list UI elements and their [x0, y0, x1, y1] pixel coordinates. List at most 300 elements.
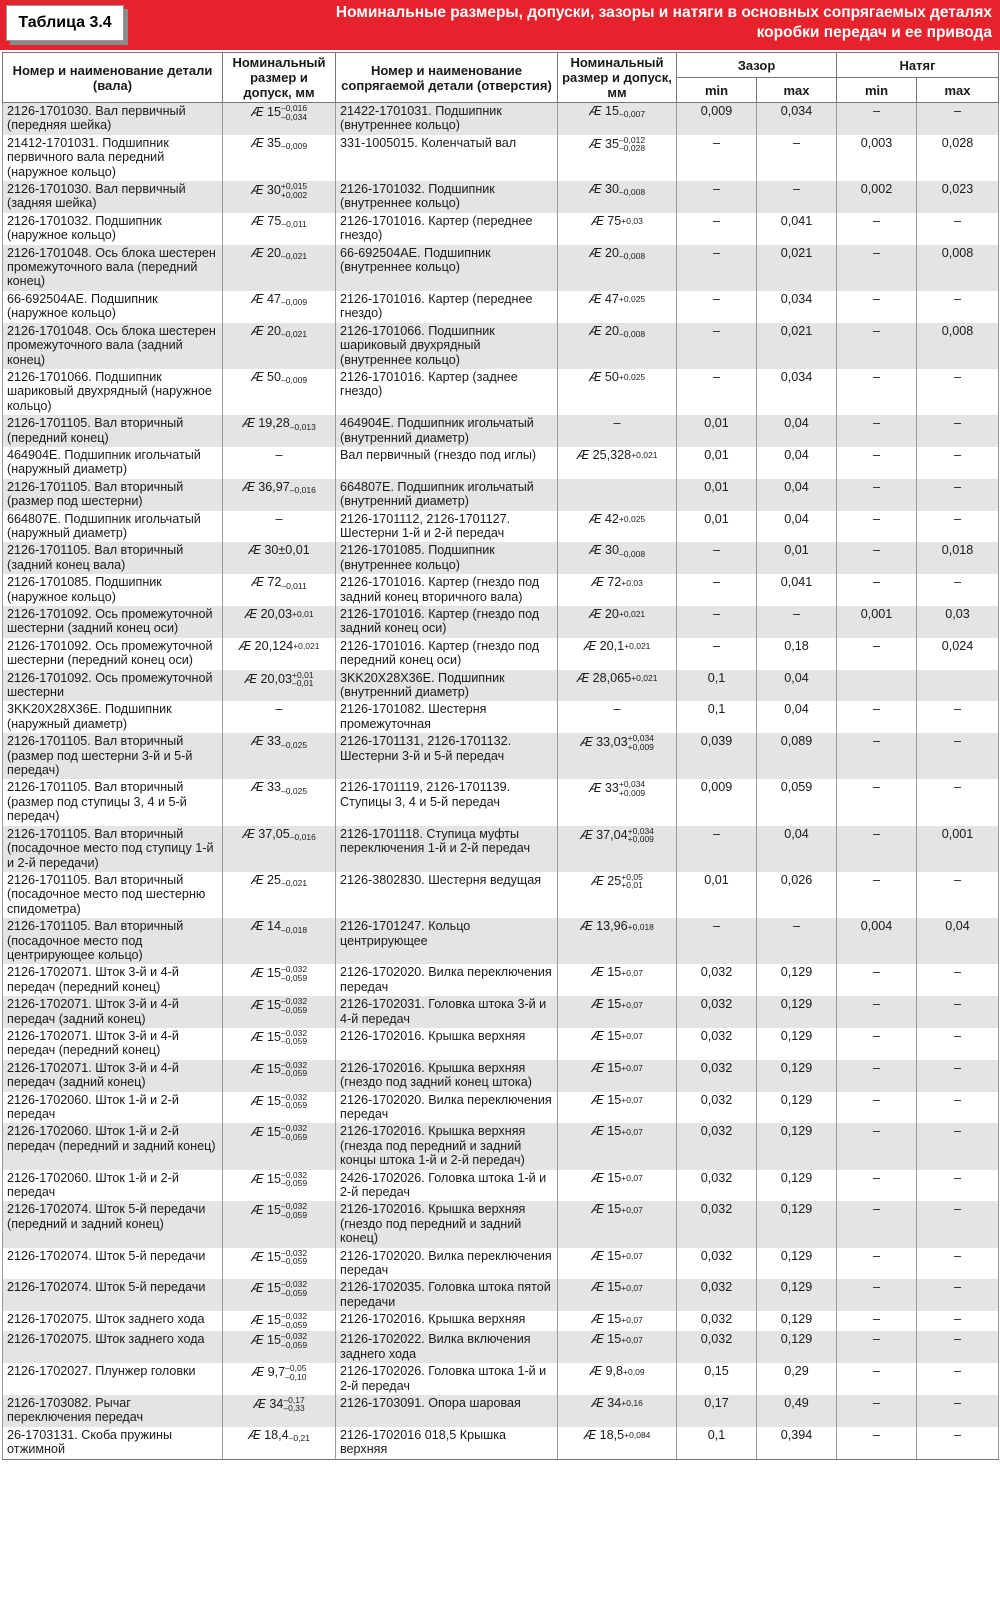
interference-min-cell: –	[837, 826, 917, 872]
clearance-max-cell: 0,129	[757, 996, 837, 1028]
shaft-part-cell: 2126-1701092. Ось промежуточной шестерни (задний конец оси)	[3, 606, 223, 638]
diameter-symbol: Æ	[250, 1203, 268, 1218]
diameter-symbol: Æ	[250, 1061, 268, 1076]
hole-size-cell	[558, 1123, 677, 1169]
hole-part-cell: 2126-1702020. Вилка переключения передач	[336, 1092, 558, 1124]
tolerance	[281, 920, 307, 935]
hole-size-cell	[558, 1331, 677, 1363]
diameter-symbol: Æ	[588, 104, 606, 118]
lower-deviation: –0,059	[281, 1004, 308, 1015]
shaft-part-cell: 2126-1701085. Подшипник (наружное кольцо)	[3, 574, 223, 606]
hole-part-cell: 2126-1702020. Вилка переключения передач	[336, 964, 558, 996]
hole-size-cell	[558, 872, 677, 918]
interference-max-cell: 0,03	[917, 606, 999, 638]
lower-deviation: –0,016	[289, 832, 316, 843]
shaft-size-cell	[223, 964, 336, 996]
table-row	[3, 1279, 999, 1311]
shaft-part-cell: 2126-1701048. Ось блока шестерен промежуточного вала (задний конец)	[3, 323, 223, 369]
shaft-part-cell: 2126-1702075. Шток заднего хода	[3, 1311, 223, 1331]
upper-deviation: +0,07	[621, 999, 643, 1010]
clearance-max-cell: 0,394	[757, 1427, 837, 1459]
upper-deviation: –0,012	[619, 134, 646, 145]
clearance-max-cell: –	[757, 135, 837, 181]
shaft-part-cell: 66-692504AE. Подшипник (наружное кольцо)	[3, 291, 223, 323]
hole-size-cell	[558, 606, 677, 638]
upper-deviation: +0,01	[292, 609, 314, 620]
interference-min-cell: –	[837, 447, 917, 479]
tolerance	[290, 417, 316, 432]
tolerance	[621, 1399, 643, 1408]
shaft-part-cell: 26-1703131. Скоба пружины отжимной	[3, 1427, 223, 1459]
nominal-value: 15	[267, 1029, 282, 1044]
tolerance	[619, 182, 645, 197]
title-line-1: Номинальные размеры, допуски, зазоры и натяги в основных сопрягаемых деталях	[335, 4, 992, 21]
clearance-min-cell: –	[677, 291, 757, 323]
nominal-value: 15	[607, 1060, 622, 1075]
hole-part-cell: 464904E. Подшипник игольчатый (внутренний диаметр)	[336, 415, 558, 447]
hole-size-cell	[558, 1170, 677, 1202]
nominal-value: 15	[607, 1280, 622, 1295]
tolerance	[628, 734, 654, 751]
interference-max-cell: –	[917, 103, 999, 135]
diameter-symbol: Æ	[583, 1427, 600, 1442]
col-header-clearance-max: max	[757, 78, 837, 103]
lower-deviation: –0,009	[281, 375, 308, 386]
clearance-min-cell: –	[677, 323, 757, 369]
nominal-value: 13,96	[596, 919, 628, 934]
clearance-max-cell: 0,129	[757, 964, 837, 996]
diameter-symbol: Æ	[588, 182, 606, 197]
upper-deviation: +0,07	[621, 1334, 643, 1345]
lower-deviation: –0,059	[281, 1131, 308, 1142]
clearance-min-cell: –	[677, 181, 757, 213]
nominal-value: 20,03	[260, 671, 293, 686]
tolerance	[281, 370, 307, 385]
upper-deviation: +0,015	[280, 181, 308, 192]
nominal-value: 50	[604, 369, 619, 384]
nominal-value: 15	[267, 1333, 282, 1348]
clearance-max-cell: 0,04	[757, 415, 837, 447]
shaft-size-cell	[223, 670, 336, 702]
shaft-part-cell: 2126-1701105. Вал вторичный (посадочное место под центрирующее кольцо)	[3, 918, 223, 964]
clearance-max-cell: 0,041	[757, 213, 837, 245]
upper-deviation: +0,07	[621, 1031, 643, 1042]
interference-max-cell: –	[917, 1331, 999, 1363]
clearance-max-cell: 0,04	[757, 447, 837, 479]
hole-part-cell: 2126-1701131, 2126-1701132. Шестерни 3-й и 5-й передач	[336, 733, 558, 779]
interference-min-cell: –	[837, 369, 917, 415]
interference-min-cell: –	[837, 964, 917, 996]
tolerance	[624, 1431, 650, 1440]
lower-deviation: –0,011	[281, 580, 307, 591]
upper-deviation: –0,032	[281, 1059, 308, 1070]
upper-deviation: +0,084	[624, 1430, 651, 1441]
table-row	[3, 964, 999, 996]
clearance-max-cell: 0,29	[757, 1363, 837, 1395]
interference-min-cell: 0,003	[837, 135, 917, 181]
hole-size-cell	[558, 369, 677, 415]
tolerance	[621, 1001, 643, 1010]
tolerance	[619, 544, 645, 559]
shaft-part-cell: 21412-1701031. Подшипник первичного вала передний (наружное кольцо)	[3, 135, 223, 181]
lower-deviation: –0,008	[619, 548, 646, 559]
lower-deviation: –0,009	[281, 141, 308, 152]
interference-max-cell: –	[917, 996, 999, 1028]
hole-size-cell	[558, 1060, 677, 1092]
hole-part-cell: 66-692504AE. Подшипник (внутреннее кольцо)	[336, 245, 558, 291]
hole-part-cell: 2126-1701016. Картер (заднее гнездо)	[336, 369, 558, 415]
diameter-symbol: Æ	[588, 323, 606, 338]
shaft-part-cell: 2126-1701032. Подшипник (наружное кольцо)	[3, 213, 223, 245]
nominal-value: 18,5	[599, 1427, 625, 1442]
shaft-part-cell: 2126-1701105. Вал вторичный (задний конец вала)	[3, 542, 223, 574]
table-row	[3, 213, 999, 245]
clearance-min-cell: –	[677, 826, 757, 872]
interference-max-cell: –	[917, 1248, 999, 1280]
diameter-symbol: Æ	[250, 182, 267, 197]
tolerance	[619, 515, 645, 524]
tolerance	[619, 295, 645, 304]
table-row	[3, 606, 999, 638]
shaft-size-cell	[223, 1123, 336, 1169]
clearance-min-cell: 0,032	[677, 1028, 757, 1060]
shaft-size-cell	[223, 1395, 336, 1427]
shaft-part-cell: 2126-1702075. Шток заднего хода	[3, 1331, 223, 1363]
diameter-symbol: Æ	[591, 1202, 608, 1217]
diameter-symbol: Æ	[251, 213, 268, 228]
hole-size-cell	[558, 918, 677, 964]
interference-max-cell: –	[917, 574, 999, 606]
hole-size-cell: –	[558, 701, 677, 733]
upper-deviation: +0,018	[627, 921, 654, 932]
diameter-symbol: Æ	[250, 919, 268, 934]
shaft-size-cell	[223, 996, 336, 1028]
lower-deviation: –0,059	[281, 1256, 308, 1267]
lower-deviation: –0,021	[281, 878, 308, 889]
nominal-value: 20	[267, 323, 282, 338]
hole-size-cell	[558, 213, 677, 245]
table-row	[3, 1170, 999, 1202]
hole-size-cell	[558, 1363, 677, 1395]
tolerance	[621, 1174, 643, 1183]
diameter-symbol: Æ	[250, 997, 268, 1012]
tolerance	[292, 610, 314, 619]
interference-max-cell: –	[917, 1395, 999, 1427]
nominal-value: 15	[605, 104, 620, 118]
nominal-value: 30	[605, 182, 620, 197]
diameter-symbol: Æ	[250, 1281, 268, 1296]
lower-deviation: –0,021	[281, 251, 308, 262]
diameter-symbol: Æ	[250, 872, 268, 887]
shaft-part-cell: 2126-1702060. Шток 1-й и 2-й передач (передний и задний конец)	[3, 1123, 223, 1169]
tolerance	[619, 104, 645, 119]
nominal-value: 18,4	[264, 1427, 289, 1442]
hole-size-cell	[558, 996, 677, 1028]
lower-deviation: –0,011	[281, 219, 307, 230]
nominal-value: 15	[607, 1332, 622, 1347]
hole-part-cell: 2126-1701066. Подшипник шариковый двухрядный (внутреннее кольцо)	[336, 323, 558, 369]
diameter-symbol: Æ	[576, 670, 593, 685]
upper-deviation: +0,07	[621, 1204, 643, 1215]
clearance-max-cell: 0,034	[757, 103, 837, 135]
diameter-symbol: Æ	[591, 873, 608, 888]
clearance-min-cell: 0,01	[677, 511, 757, 543]
interference-max-cell: 0,018	[917, 542, 999, 574]
tolerance	[292, 671, 314, 688]
nominal-value: 33,03	[596, 735, 628, 750]
lower-deviation: –0,33	[283, 1403, 305, 1414]
clearance-max-cell: 0,04	[757, 701, 837, 733]
lower-deviation: –0,059	[281, 1100, 308, 1111]
diameter-symbol: Æ	[250, 966, 268, 981]
tolerance	[621, 1096, 643, 1105]
interference-max-cell: 0,023	[917, 181, 999, 213]
upper-deviation: –0,032	[281, 1123, 308, 1134]
clearance-min-cell: 0,1	[677, 1427, 757, 1459]
table-row	[3, 1248, 999, 1280]
hole-part-cell: 2126-1701016. Картер (гнездо под задний конец оси)	[336, 606, 558, 638]
nominal-value: 9,7	[267, 1364, 286, 1379]
lower-deviation: –0,008	[619, 329, 646, 340]
hole-part-cell: 21422-1701031. Подшипник (внутреннее кольцо)	[336, 103, 558, 135]
clearance-max-cell: 0,49	[757, 1395, 837, 1427]
lower-deviation: –0,009	[281, 297, 308, 308]
upper-deviation: –0,032	[281, 1331, 308, 1342]
hole-size-cell	[558, 1092, 677, 1124]
clearance-max-cell: 0,04	[757, 670, 837, 702]
tolerance	[621, 1336, 643, 1345]
hole-part-cell: 2126-1701247. Кольцо центрирующее	[336, 918, 558, 964]
nominal-value: 15	[607, 1312, 622, 1327]
upper-deviation: +0,16	[621, 1398, 643, 1409]
shaft-size-cell	[223, 606, 336, 638]
header-bar	[0, 0, 1000, 50]
lower-deviation: +0,009	[618, 787, 646, 798]
interference-max-cell: –	[917, 369, 999, 415]
tolerance	[281, 324, 307, 339]
nominal-value: 15	[607, 1202, 622, 1217]
hole-size-cell	[558, 826, 677, 872]
lower-deviation: –0,059	[281, 1319, 308, 1330]
nominal-value: 34	[269, 1396, 284, 1411]
interference-min-cell: –	[837, 733, 917, 779]
nominal-value: 20,03	[260, 607, 293, 621]
nominal-value: 75	[267, 213, 282, 228]
clearance-min-cell: 0,01	[677, 447, 757, 479]
table-row	[3, 1123, 999, 1169]
table-row	[3, 1427, 999, 1459]
hole-size-cell	[558, 638, 677, 670]
diameter-symbol: Æ	[580, 919, 597, 934]
hole-part-cell: 2126-1701118. Ступица муфты переключения 1-й и 2-й передач	[336, 826, 558, 872]
tolerance	[281, 873, 307, 888]
hole-part-cell: 2126-1701016. Картер (гнездо под передний конец оси)	[336, 638, 558, 670]
tolerance	[621, 1316, 643, 1325]
diameter-symbol: Æ	[250, 780, 268, 795]
tolerance	[621, 1284, 643, 1293]
table-row	[3, 733, 999, 779]
clearance-max-cell: 0,129	[757, 1028, 837, 1060]
shaft-part-cell: 2126-1701048. Ось блока шестерен промежуточного вала (передний конец)	[3, 245, 223, 291]
tolerance	[628, 923, 654, 932]
tolerance	[293, 642, 319, 651]
tolerance	[281, 104, 307, 121]
shaft-part-cell: 2126-1702074. Шток 5-й передачи	[3, 1248, 223, 1280]
shaft-size-cell	[223, 733, 336, 779]
clearance-max-cell: 0,129	[757, 1060, 837, 1092]
nominal-value: 20	[605, 245, 620, 260]
tolerance	[285, 1364, 306, 1381]
hole-part-cell: 2126-1702016 018,5 Крышка верхняя	[336, 1427, 558, 1459]
shaft-size-cell	[223, 638, 336, 670]
diameter-symbol: Æ	[250, 1313, 268, 1328]
hole-part-cell: 2126-1701082. Шестерня промежуточная	[336, 701, 558, 733]
shaft-part-cell: 2126-1701105. Вал вторичный (размер под ступицы 3, 4 и 5-й передач)	[3, 779, 223, 825]
shaft-size-cell	[223, 415, 336, 447]
upper-deviation: +0,021	[618, 609, 646, 620]
shaft-size-cell: –	[223, 511, 336, 543]
hole-size-cell	[558, 323, 677, 369]
shaft-size-cell	[223, 369, 336, 415]
tolerance	[281, 1280, 307, 1297]
diameter-symbol: Æ	[588, 291, 605, 306]
interference-min-cell: –	[837, 1311, 917, 1331]
hole-part-cell: 2126-1702016. Крышка верхняя (гнезда под передний и задний концы штока 1-й и 2-й передач)	[336, 1123, 558, 1169]
table-row	[3, 1201, 999, 1247]
col-header-clearance: Зазор	[677, 53, 837, 78]
clearance-max-cell: –	[757, 606, 837, 638]
nominal-value: 25	[267, 872, 282, 887]
upper-deviation: –0,032	[281, 1247, 308, 1258]
interference-max-cell: –	[917, 213, 999, 245]
tolerance	[281, 182, 307, 199]
nominal-value: 37,05	[258, 826, 290, 841]
tolerance	[281, 1312, 307, 1329]
hole-part-cell: 2126-1702035. Головка штока пятой передачи	[336, 1279, 558, 1311]
nominal-value: 15	[607, 1170, 622, 1185]
interference-max-cell: –	[917, 1427, 999, 1459]
table-row	[3, 826, 999, 872]
lower-deviation: –0,028	[619, 143, 646, 154]
table-row	[3, 245, 999, 291]
hole-size-cell	[558, 181, 677, 213]
shaft-size-cell	[223, 1279, 336, 1311]
upper-deviation: –0,032	[281, 996, 308, 1007]
hole-size-cell	[558, 1028, 677, 1060]
tolerance	[624, 642, 650, 651]
table-row	[3, 872, 999, 918]
lower-deviation: –0,059	[281, 1209, 308, 1220]
clearance-max-cell: 0,129	[757, 1311, 837, 1331]
shaft-part-cell: 2126-1702074. Шток 5-й передачи	[3, 1279, 223, 1311]
shaft-size-cell: –	[223, 447, 336, 479]
upper-deviation: +0,07	[621, 1314, 643, 1325]
upper-deviation: +0,05	[621, 871, 643, 882]
tolerance	[281, 292, 307, 307]
shaft-size-cell	[223, 323, 336, 369]
hole-size-cell	[558, 779, 677, 825]
diameter-symbol: Æ	[588, 369, 605, 384]
clearance-max-cell: 0,026	[757, 872, 837, 918]
hole-part-cell: 2126-1702020. Вилка переключения передач	[336, 1248, 558, 1280]
interference-min-cell: –	[837, 1092, 917, 1124]
tolerance	[631, 451, 657, 460]
tolerance	[289, 1428, 310, 1443]
nominal-value: 34	[607, 1395, 622, 1410]
upper-deviation: +0,025	[618, 372, 646, 383]
diameter-symbol: Æ	[250, 1333, 268, 1348]
table-label: Таблица 3.4	[6, 5, 124, 41]
interference-min-cell: –	[837, 1028, 917, 1060]
upper-deviation: –0,032	[281, 1169, 308, 1180]
nominal-value: 15	[607, 965, 622, 980]
diameter-symbol: Æ	[591, 1092, 608, 1107]
interference-max-cell: 0,008	[917, 323, 999, 369]
col-header-shaft-size: Номинальный размер и допуск, мм	[223, 53, 336, 103]
lower-deviation: –0,01	[292, 678, 314, 689]
clearance-min-cell: 0,032	[677, 964, 757, 996]
table-row	[3, 291, 999, 323]
col-header-shaft-part: Номер и наименование детали (вала)	[3, 53, 223, 103]
diameter-symbol: Æ	[591, 1280, 608, 1295]
shaft-part-cell: 664807E. Подшипник игольчатый (наружный диаметр)	[3, 511, 223, 543]
interference-min-cell: –	[837, 1060, 917, 1092]
interference-min-cell: –	[837, 479, 917, 511]
clearance-min-cell: –	[677, 542, 757, 574]
tolerance	[619, 246, 645, 261]
diameter-symbol: Æ	[250, 135, 268, 150]
interference-max-cell: –	[917, 1201, 999, 1247]
lower-deviation: –0,013	[289, 421, 316, 432]
interference-min-cell: –	[837, 779, 917, 825]
tolerance	[281, 214, 306, 229]
nominal-value: 15	[607, 1092, 622, 1107]
diameter-symbol: Æ	[242, 416, 259, 431]
nominal-value: 15	[267, 966, 282, 981]
diameter-symbol: Æ	[250, 1171, 268, 1186]
interference-max-cell: –	[917, 447, 999, 479]
interference-max-cell: –	[917, 701, 999, 733]
tolerance	[619, 136, 645, 153]
hole-part-cell: 2126-1701016. Картер (гнездо под задний конец вторичного вала)	[336, 574, 558, 606]
hole-size-cell	[558, 1279, 677, 1311]
tolerance	[290, 480, 316, 495]
title-line-2: коробки передач и ее привода	[756, 24, 992, 41]
hole-part-cell: 2126-1702016. Крышка верхняя	[336, 1311, 558, 1331]
hole-size-cell	[558, 511, 677, 543]
shaft-size-cell	[223, 1331, 336, 1363]
hole-part-cell: 2126-1701112, 2126-1701127. Шестерни 1-й и 2-й передач	[336, 511, 558, 543]
clearance-min-cell: 0,032	[677, 1311, 757, 1331]
clearance-max-cell: 0,129	[757, 1201, 837, 1247]
clearance-max-cell: 0,04	[757, 479, 837, 511]
clearance-max-cell: 0,129	[757, 1092, 837, 1124]
clearance-min-cell: 0,009	[677, 779, 757, 825]
col-header-interference: Натяг	[837, 53, 999, 78]
table-row	[3, 1363, 999, 1395]
hole-size-cell: –	[558, 415, 677, 447]
nominal-value: 30	[266, 182, 281, 197]
interference-max-cell: –	[917, 779, 999, 825]
interference-max-cell: –	[917, 964, 999, 996]
clearance-min-cell: 0,032	[677, 1092, 757, 1124]
shaft-size-cell	[223, 245, 336, 291]
tolerance	[619, 324, 645, 339]
tolerance	[621, 969, 643, 978]
table-row	[3, 918, 999, 964]
diameter-symbol: Æ	[591, 575, 608, 590]
shaft-size-cell	[223, 872, 336, 918]
